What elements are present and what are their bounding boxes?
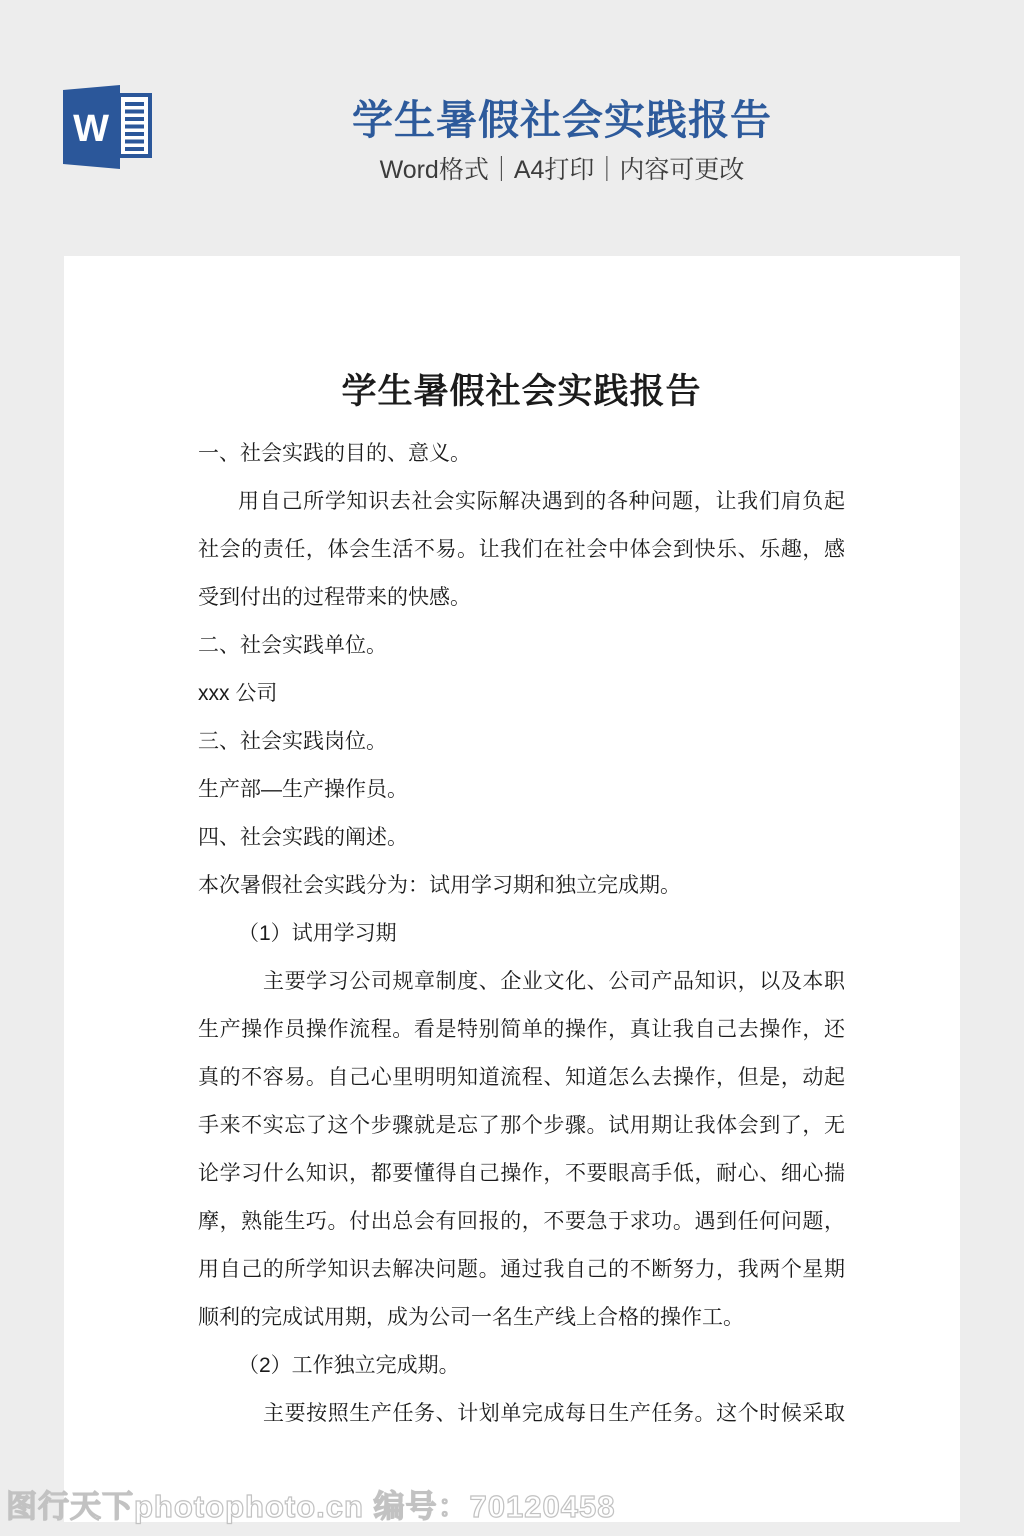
document-page bbox=[64, 256, 960, 1522]
document-line: 手来不实忘了这个步骤就是忘了那个步骤。试用期让我体会到了，无 bbox=[198, 1114, 845, 1137]
document-line: 摩，熟能生巧。付出总会有回报的，不要急于求功。遇到任何问题， bbox=[198, 1210, 845, 1233]
document-line: 四、社会实践的阐述。 bbox=[198, 826, 408, 849]
document-line: （2）工作独立完成期。 bbox=[238, 1354, 460, 1377]
template-title: 学生暑假社会实践报告 bbox=[352, 97, 772, 143]
document-line: 用自己的所学知识去解决问题。通过我自己的不断努力，我两个星期 bbox=[198, 1258, 845, 1281]
document-line: 社会的责任，体会生活不易。让我们在社会中体会到快乐、乐趣，感 bbox=[198, 538, 845, 561]
document-line: 三、社会实践岗位。 bbox=[198, 730, 387, 753]
document-line: 二、社会实践单位。 bbox=[198, 634, 387, 657]
template-header bbox=[0, 0, 1024, 256]
document-line: 生产操作员操作流程。看是特别简单的操作，真让我自己去操作，还 bbox=[198, 1018, 845, 1041]
document-line: 用自己所学知识去社会实际解决遇到的各种问题，让我们肩负起 bbox=[238, 490, 845, 513]
document-line: （1）试用学习期 bbox=[238, 922, 397, 945]
document-line: 论学习什么知识，都要懂得自己操作，不要眼高手低，耐心、细心揣 bbox=[198, 1162, 845, 1185]
document-line: 本次暑假社会实践分为：试用学习期和独立完成期。 bbox=[198, 874, 681, 897]
document-line: 主要按照生产任务、计划单完成每日生产任务。这个时候采取 bbox=[263, 1402, 845, 1425]
header-text-block bbox=[100, 96, 1024, 184]
document-line: 受到付出的过程带来的快感。 bbox=[198, 586, 471, 609]
document-title: 学生暑假社会实践报告 bbox=[341, 372, 702, 411]
svg-text:W: W bbox=[73, 108, 109, 150]
template-subtitle: Word格式｜A4打印｜内容可更改 bbox=[379, 156, 745, 184]
watermark: 图行天下photophoto.cn 编号：70120458 bbox=[6, 1489, 616, 1524]
document-line: 主要学习公司规章制度、企业文化、公司产品知识，以及本职 bbox=[263, 970, 845, 993]
document-line: 生产部—生产操作员。 bbox=[198, 778, 408, 801]
document-body bbox=[198, 430, 845, 1438]
document-line: xxx 公司 bbox=[198, 682, 278, 705]
document-line: 一、社会实践的目的、意义。 bbox=[198, 442, 471, 465]
document-line: 真的不容易。自己心里明明知道流程、知道怎么去操作，但是，动起 bbox=[198, 1066, 845, 1089]
document-line: 顺利的完成试用期，成为公司一名生产线上合格的操作工。 bbox=[198, 1306, 744, 1329]
